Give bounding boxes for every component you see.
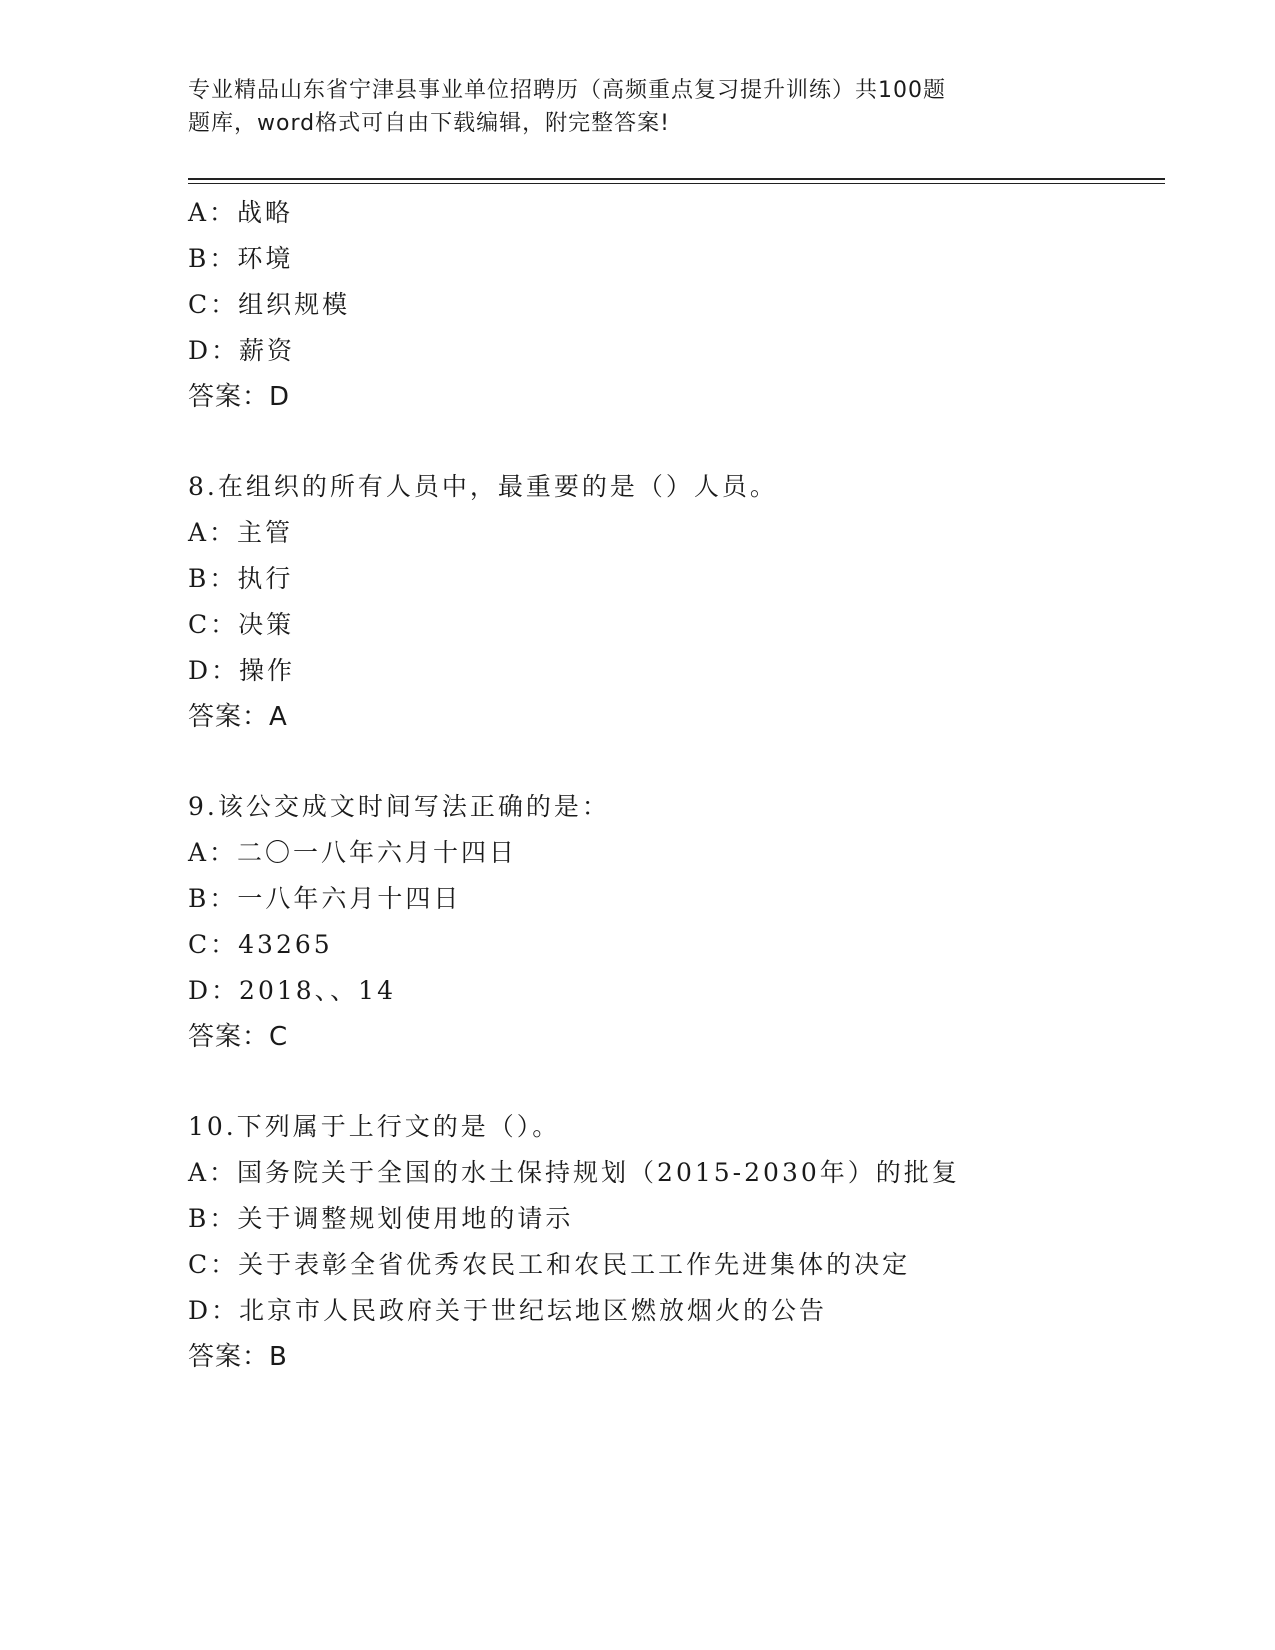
option-b: B：执行 xyxy=(188,564,294,593)
question-block xyxy=(188,464,1168,740)
question-list xyxy=(188,190,1168,1380)
answer-line: 答案：B xyxy=(188,1342,288,1372)
document-header xyxy=(188,74,1028,140)
option-a: A：二〇一八年六月十四日 xyxy=(188,838,518,867)
option-c: C：决策 xyxy=(188,610,295,639)
answer-line: 答案：D xyxy=(188,382,291,412)
question-text: 10.下列属于上行文的是（）。 xyxy=(188,1112,561,1141)
question-block xyxy=(188,1104,1168,1380)
option-a: A：主管 xyxy=(188,518,294,547)
question-text: 9.该公交成文时间写法正确的是： xyxy=(188,792,610,821)
option-d: D：北京市人民政府关于世纪坛地区燃放烟火的公告 xyxy=(188,1296,828,1325)
option-b: B：环境 xyxy=(188,244,294,273)
option-c: C：组织规模 xyxy=(188,290,351,319)
option-d: D：薪资 xyxy=(188,336,296,365)
option-c: C：关于表彰全省优秀农民工和农民工工作先进集体的决定 xyxy=(188,1250,911,1279)
option-c: C：43265 xyxy=(188,930,333,959)
header-line-1: 专业精品山东省宁津县事业单位招聘历（高频重点复习提升训练）共100题 xyxy=(188,78,946,103)
option-a: A：战略 xyxy=(188,198,294,227)
question-text: 8.在组织的所有人员中，最重要的是（）人员。 xyxy=(188,472,778,501)
header-divider xyxy=(188,178,1165,180)
header-line-2: 题库，word格式可自由下载编辑，附完整答案! xyxy=(188,111,670,136)
option-d: D：操作 xyxy=(188,656,296,685)
question-block xyxy=(188,190,1168,420)
option-b: B：关于调整规划使用地的请示 xyxy=(188,1204,574,1233)
question-block xyxy=(188,784,1168,1060)
answer-line: 答案：C xyxy=(188,1022,289,1052)
option-d: D：2018、、14 xyxy=(188,976,396,1005)
header-divider-thin xyxy=(188,183,1165,184)
option-a: A：国务院关于全国的水土保持规划（2015-2030年）的批复 xyxy=(188,1158,960,1187)
option-b: B：一八年六月十四日 xyxy=(188,884,462,913)
answer-line: 答案：A xyxy=(188,702,288,732)
